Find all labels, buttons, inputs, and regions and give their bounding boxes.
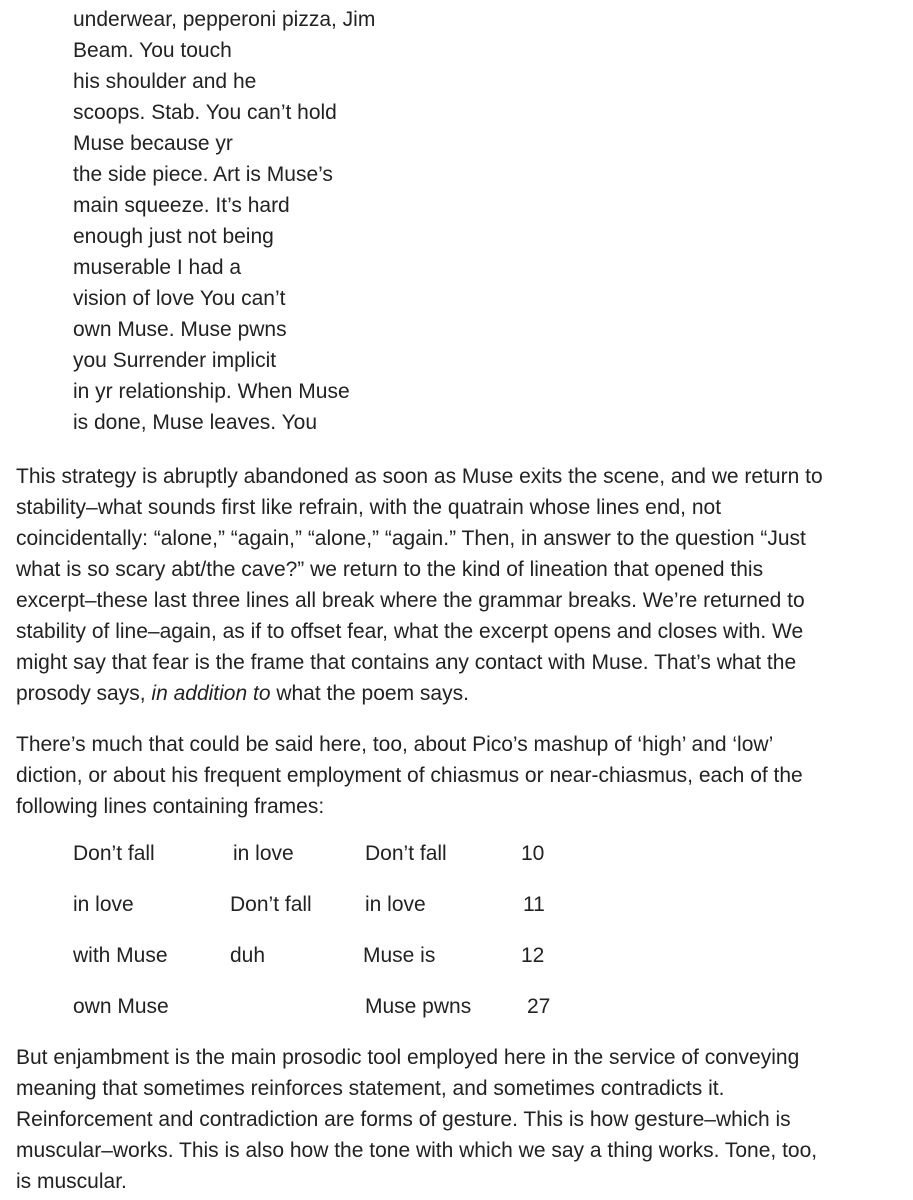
frame-cell: in love (73, 893, 134, 916)
frame-cell: own Muse (73, 995, 169, 1018)
paragraph-strategy (16, 461, 911, 709)
frame-row (73, 940, 593, 991)
frame-cell: Don’t fall (365, 842, 447, 865)
paragraph-line: coincidentally: “alone,” “again,” “alone,” “again.” Then, in answer to the question “Just (16, 527, 806, 550)
paragraph-line: But enjambment is the main prosodic tool employed here in the service of conveying (16, 1046, 800, 1069)
poem-line: Muse because yr (73, 132, 233, 155)
paragraph-line: what is so scary abt/the cave?” we return to the kind of lineation that opened this (16, 558, 764, 581)
paragraph-enjambment (16, 1042, 911, 1197)
line-number: 27 (527, 995, 551, 1018)
paragraph-line: following lines containing frames: (16, 795, 325, 818)
frame-cell: with Muse (73, 944, 168, 967)
frame-cell: duh (230, 944, 266, 967)
paragraph-line-last (16, 678, 911, 709)
paragraph-diction (16, 729, 911, 822)
poem-line: vision of love You can’t (73, 287, 286, 310)
poem-line: underwear, pepperoni pizza, Jim (73, 8, 376, 31)
poem-line: the side piece. Art is Muse’s (73, 163, 333, 186)
last-line-end: what the poem says. (270, 682, 469, 705)
frame-cell: Muse is (363, 944, 436, 967)
poem-line: own Muse. Muse pwns (73, 318, 287, 341)
frame-cell: in love (233, 842, 294, 865)
paragraph-line: meaning that sometimes reinforces statement, and sometimes contradicts it. (16, 1077, 725, 1100)
italic-phrase: in addition to (151, 682, 271, 705)
paragraph-line: might say that fear is the frame that contains any contact with Muse. That’s what the (16, 651, 797, 674)
frames-table (73, 838, 593, 1042)
frame-cell: Muse pwns (365, 995, 472, 1018)
poem-line: scoops. Stab. You can’t hold (73, 101, 337, 124)
paragraph-line: diction, or about his frequent employment of chiasmus or near-chiasmus, each of the (16, 764, 803, 787)
poem-line: you Surrender implicit (73, 349, 277, 372)
poem-line: his shoulder and he (73, 70, 257, 93)
line-number: 10 (521, 842, 545, 865)
paragraph-line: is muscular. (16, 1170, 127, 1193)
paragraph-line: excerpt–these last three lines all break where the grammar breaks. We’re returned to (16, 589, 805, 612)
poem-line: Beam. You touch (73, 39, 232, 62)
paragraph-line: Reinforcement and contradiction are forms of gesture. This is how gesture–which is (16, 1108, 791, 1131)
poem-line: in yr relationship. When Muse (73, 380, 350, 403)
paragraph-line: stability–what sounds first like refrain, with the quatrain whose lines end, not (16, 496, 722, 519)
poem-line: enough just not being (73, 225, 274, 248)
line-number: 12 (521, 944, 545, 967)
paragraph-line: muscular–works. This is also how the tone with which we say a thing works. Tone, too, (16, 1139, 818, 1162)
poem-line: is done, Muse leaves. You (73, 411, 318, 434)
poem-excerpt (73, 4, 375, 438)
line-number: 11 (523, 893, 545, 916)
frame-cell: Don’t fall (230, 893, 312, 916)
last-line-start: prosody says, (16, 682, 152, 705)
frame-row (73, 991, 593, 1042)
frame-cell: in love (365, 893, 426, 916)
poem-line: main squeeze. It’s hard (73, 194, 290, 217)
frame-cell: Don’t fall (73, 842, 155, 865)
paragraph-line: There’s much that could be said here, too, about Pico’s mashup of ‘high’ and ‘low’ (16, 733, 774, 756)
paragraph-line: stability of line–again, as if to offset fear, what the excerpt opens and closes with. We (16, 620, 804, 643)
frame-row (73, 889, 593, 940)
poem-line: muserable I had a (73, 256, 242, 279)
paragraph-line: This strategy is abruptly abandoned as soon as Muse exits the scene, and we return to (16, 465, 823, 488)
frame-row (73, 838, 593, 889)
